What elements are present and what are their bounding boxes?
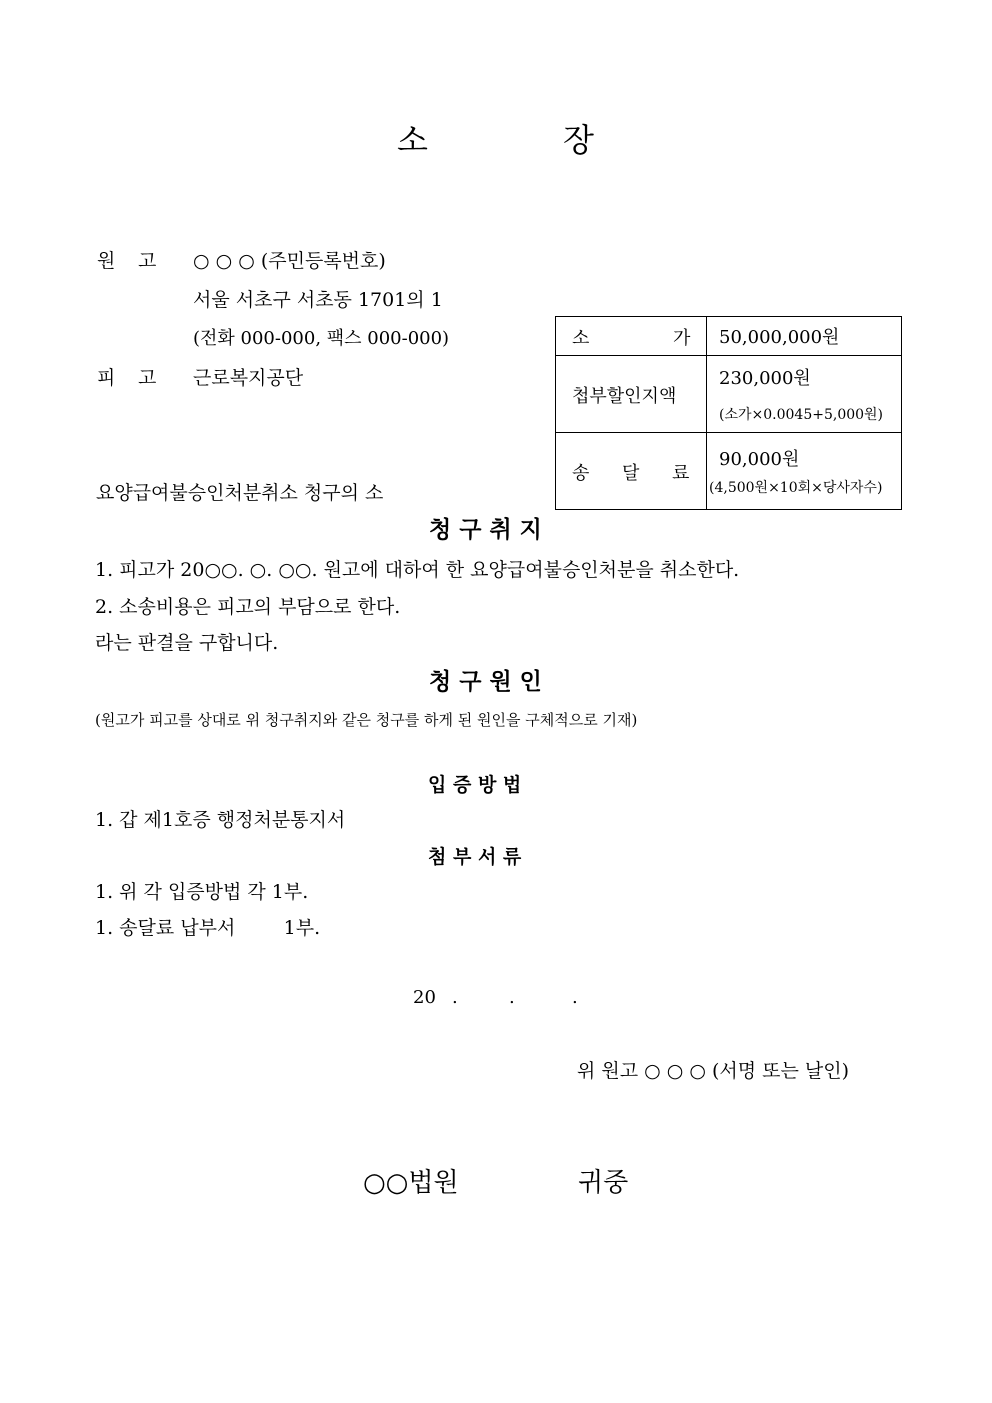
plaintiff-label-b: 고 — [138, 250, 157, 272]
fee-delivery-label-b: 달 — [622, 463, 640, 484]
evidence-item-1: 1. 갑 제1호증 행정처분통지서 — [95, 809, 346, 831]
fee-stamp-note: (소가×0.0045+5,000원) — [719, 407, 884, 423]
defendant-label-a: 피 — [97, 367, 116, 389]
fee-row-delivery — [556, 433, 902, 510]
fee-table — [555, 316, 902, 510]
case-name: 요양급여불승인처분취소 청구의 소 — [96, 482, 384, 504]
fee-row-stamp — [556, 356, 902, 433]
date-dot-1: . — [452, 987, 458, 1008]
fee-stamp-value-cell — [707, 356, 902, 433]
plaintiff-name: ○ ○ ○ (주민등록번호) — [193, 250, 386, 272]
court-suffix: 귀중 — [578, 1168, 629, 1198]
fee-stamp-label: 첩부할인지액 — [572, 386, 677, 407]
defendant-label-b: 고 — [138, 367, 157, 389]
claim-cause-note: (원고가 피고를 상대로 위 청구취지와 같은 청구를 하게 된 원인을 구체적으로 기재) — [95, 711, 638, 729]
fee-label-cell — [556, 317, 707, 356]
fee-claim-value — [707, 317, 902, 356]
plaintiff-label-a: 원 — [97, 250, 116, 272]
attachment-item-2: 1. 송달료 납부서 1부. — [95, 917, 321, 939]
attachment-item-1: 1. 위 각 입증방법 각 1부. — [95, 881, 309, 903]
signature-line: 위 원고 ○ ○ ○ (서명 또는 날인) — [577, 1060, 850, 1082]
plaintiff-address: 서울 서초구 서초동 1701의 1 — [193, 289, 443, 311]
claim-purpose-item-1: 1. 피고가 20○○. ○. ○○. 원고에 대하여 한 요양급여불승인처분을 취소한다. — [95, 559, 740, 581]
claim-cause-heading: 청 구 원 인 — [429, 668, 542, 695]
document-title-left: 소 — [397, 121, 428, 159]
fee-claim-value-text: 50,000,000원 — [719, 327, 840, 348]
evidence-heading: 입 증 방 법 — [428, 774, 522, 796]
fee-delivery-label-a: 송 — [572, 463, 590, 484]
fee-label-b: 가 — [673, 328, 691, 349]
fee-label-a: 소 — [572, 328, 590, 349]
claim-purpose-heading: 청 구 취 지 — [429, 516, 542, 543]
fee-stamp-label-cell — [556, 356, 707, 433]
date-dot-3: . — [572, 987, 578, 1008]
attachments-heading: 첨 부 서 류 — [428, 846, 522, 868]
fee-stamp-value: 230,000원 — [719, 368, 811, 389]
date-dot-2: . — [509, 987, 515, 1008]
fee-delivery-label-cell — [556, 433, 707, 510]
date-year: 20 — [413, 987, 436, 1008]
document-title-right: 장 — [563, 121, 594, 159]
plaintiff-contact: (전화 000-000, 팩스 000-000) — [193, 328, 450, 349]
fee-delivery-note: (4,500원×10회×당사자수) — [709, 480, 883, 496]
fee-row-claim-value — [556, 317, 902, 356]
fee-delivery-value: 90,000원 — [719, 449, 800, 470]
defendant-name: 근로복지공단 — [193, 367, 304, 389]
fee-delivery-label-c: 료 — [672, 463, 690, 484]
fee-delivery-value-cell — [707, 433, 902, 510]
court-name: ○○법원 — [363, 1168, 459, 1198]
claim-purpose-closing: 라는 판결을 구합니다. — [95, 632, 279, 654]
claim-purpose-item-2: 2. 소송비용은 피고의 부담으로 한다. — [95, 596, 401, 618]
